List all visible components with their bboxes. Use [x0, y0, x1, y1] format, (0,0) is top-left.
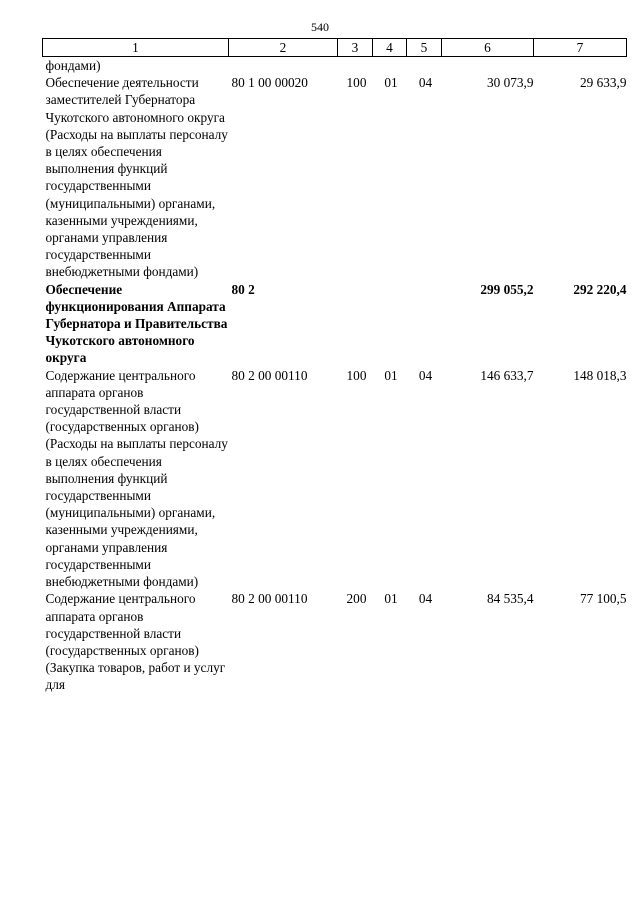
row-amount-2 — [534, 57, 627, 75]
row-amount-1: 30 073,9 — [486, 75, 534, 91]
column-header-row — [43, 39, 627, 57]
row-name: фондами) — [45, 58, 101, 73]
row-code: 80 2 00 00110 — [231, 367, 308, 383]
table-row — [43, 367, 627, 591]
row-code: 80 2 00 00110 — [231, 591, 308, 607]
row-expense-type — [338, 57, 373, 75]
row-expense-type: 100 — [346, 367, 367, 383]
column-header-7: 7 — [534, 39, 627, 57]
row-subsection — [407, 57, 442, 75]
row-amount-1 — [442, 57, 534, 75]
row-subsection: 04 — [418, 367, 433, 383]
table-row — [43, 57, 627, 75]
row-expense-type: 100 — [346, 75, 367, 91]
column-header-2: 2 — [229, 39, 338, 57]
row-section — [373, 57, 407, 75]
column-header-1: 1 — [43, 39, 229, 57]
row-section: 01 — [384, 367, 398, 383]
row-amount-1: 299 055,2 — [480, 281, 534, 297]
row-code — [229, 57, 338, 75]
row-amount-1: 84 535,4 — [486, 591, 534, 607]
budget-table — [42, 38, 627, 694]
row-section — [373, 281, 407, 367]
row-name: Обеспечение деятельности заместителей Губернатора Чукотского автономного округа (Расходы на выплаты персоналу в целях обеспечения выполнения функций государственными (муниципальными) органами, казенными учреждениями, органами управления государственными внебюджетными фондами) — [45, 75, 228, 280]
row-amount-2: 77 100,5 — [579, 591, 627, 607]
column-header-5: 5 — [407, 39, 442, 57]
row-subsection: 04 — [418, 75, 433, 91]
row-code: 80 1 00 00020 — [231, 75, 308, 91]
table-row — [43, 590, 627, 693]
table-row — [43, 281, 627, 367]
row-amount-2: 29 633,9 — [579, 75, 627, 91]
row-subsection: 04 — [418, 591, 433, 607]
page-number: 540 — [311, 20, 329, 34]
table-row — [43, 74, 627, 280]
row-amount-2: 148 018,3 — [573, 367, 627, 383]
column-header-3: 3 — [338, 39, 373, 57]
row-name: Содержание центрального аппарата органов государственной власти (государственных органов) (Закупка товаров, работ и услуг для — [45, 591, 226, 693]
row-section: 01 — [384, 75, 398, 91]
row-amount-2: 292 220,4 — [573, 281, 627, 297]
row-name: Содержание центрального аппарата органов государственной власти (государственных органов) (Расходы на выплаты персоналу в целях обеспечения выполнения функций государственными (муниципальными) органами, казенными учреждениями, органами управления государственными внебюджетными фондами) — [45, 367, 228, 590]
column-header-4: 4 — [373, 39, 407, 57]
row-section: 01 — [384, 591, 398, 607]
row-code: 80 2 — [231, 281, 255, 297]
row-amount-1: 146 633,7 — [480, 367, 534, 383]
row-expense-type: 200 — [346, 591, 367, 607]
column-header-6: 6 — [442, 39, 534, 57]
row-expense-type — [338, 281, 373, 367]
row-subsection — [407, 281, 442, 367]
row-name: Обеспечение функционирования Аппарата Губернатора и Правительства Чукотского автономного округа — [45, 281, 228, 366]
